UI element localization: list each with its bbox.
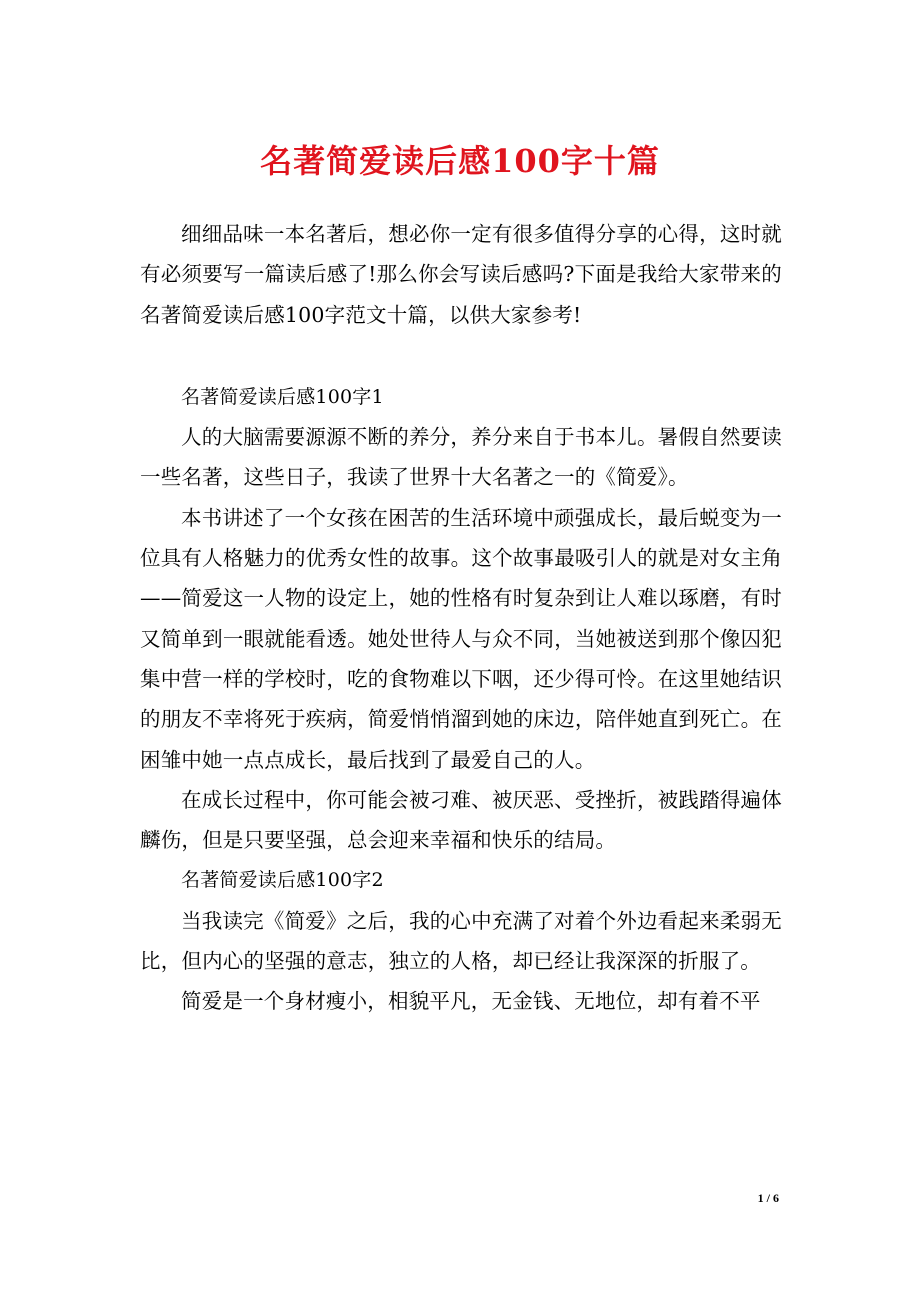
page-number: 1 / 6 [757,1191,779,1205]
body-paragraph: 当我读完《简爱》之后，我的心中充满了对着个外边看起来柔弱无比，但内心的坚强的意志，独立的人格，却已经让我深深的折服了。 [140,908,782,974]
body-paragraph: 本书讲述了一个女孩在困苦的生活环境中顽强成长，最后蜕变为一位具有人格魅力的优秀女性的故事。这个故事最吸引人的就是对女主角——简爱这一人物的设定上，她的性格有时复杂到让人难以琢磨，有时又简单到一眼就能看透。她处世待人与众不同，当她被送到那个像囚犯集中营一样的学校时，吃的食物难以下咽，还少得可怜。在这里她结识的朋友不幸将死于疾病，简爱悄悄溜到她的床边，陪伴她直到死亡。在困雏中她一点点成长，最后找到了最爱自己的人。 [140,505,782,772]
intro-paragraph: 细细品味一本名著后，想必你一定有很多值得分享的心得，这时就有必须要写一篇读后感了!那么你会写读后感吗?下面是我给大家带来的名著简爱读后感100字范文十篇，以供大家参考! [140,222,782,327]
document-title: 名著简爱读后感100字十篇 [260,142,660,180]
body-paragraph: 人的大脑需要源源不断的养分，养分来自于书本儿。暑假自然要读一些名著，这些日子，我读了世界十大名著之一的《简爱》。 [140,425,782,490]
document-body [140,214,782,1022]
body-paragraph: 在成长过程中，你可能会被刁难、被厌恶、受挫折，被践踏得遍体麟伤，但是只要坚强，总会迎来幸福和快乐的结局。 [140,787,782,853]
section-heading-2: 名著简爱读后感100字2 [181,869,384,892]
body-paragraph: 简爱是一个身材瘦小，相貌平凡，无金钱、无地位，却有着不平 [181,989,761,1014]
section-heading-1: 名著简爱读后感100字1 [181,385,384,408]
